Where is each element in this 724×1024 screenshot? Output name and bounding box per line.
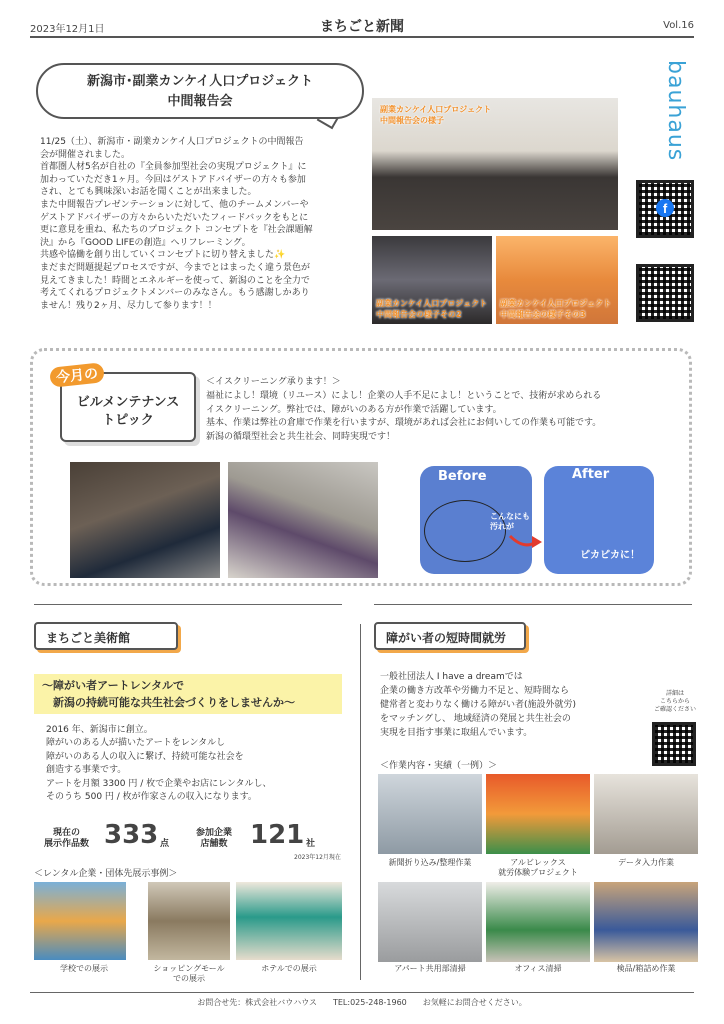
- stats-as-of: 2023年12月現在: [294, 854, 341, 861]
- dirty-note: こんなにも 汚れが: [490, 512, 530, 531]
- section-divider-right: [374, 604, 692, 605]
- lead-heading-line2: 中間報告会: [167, 94, 233, 109]
- museum-tagline: ～障がい者アートレンタルで 新潟の持続可能な共生社会づくりをしませんか～: [34, 674, 342, 714]
- mall-exhibit-caption: ショッピングモール での展示: [153, 964, 225, 983]
- topic-badge: 今月の: [49, 362, 105, 388]
- photo-caption-3: 副業カンケイ人口プロジェクト 中間報告会の様子その3: [500, 299, 612, 319]
- partners-count-value: 121: [250, 820, 305, 850]
- rental-examples-heading: ＜レンタル企業・団体先展示事例＞: [34, 869, 178, 879]
- meeting-photo-3: [496, 236, 618, 324]
- work-caption-6: 検品/箱詰め作業: [616, 964, 676, 973]
- lead-article-body: 11/25（土）、新潟市・副業カンケイ人口プロジェクトの中間報告 会が開催されました。 首都圏人材5名が自社の『全員参加型社会の実現プロジェクト』に 加わっていただき1ヶ月。今回はゲストアドバイザーの方々も参加 され、とても興味深いお話を聞くことが出来ました。 また中間報告プレゼンテーションに対して、他のチームメンバーや ゲストアドバイザーの方々からいただいたフィードバックをもとに 更に意見を重ね、私たちのプロジェクト コンセプトを『社会課題解 決』から『GOOD LIFEの創造』へリフレーミング。 共感や協働を創り出していくコンセプトに切り替えました✨ まだまだ問題提起プロセスですが、今までとはまったく違う景色が 見えてきました！時間とエネルギーを使って、新潟のことを全力で 考えてくれるプロジェクトメンバーのみなさん。もう感謝しかあり ません！残り2ヶ月、尽力して参ります！！: [40, 137, 313, 311]
- after-label: After: [572, 467, 610, 482]
- data-entry-photo: [594, 774, 698, 854]
- office-cleaning-photo: [486, 882, 590, 962]
- newspaper-title: まちごと新聞: [320, 19, 404, 35]
- meeting-group-photo: [372, 98, 618, 230]
- partners-count-unit: 社: [306, 839, 316, 849]
- jobs-detail-note: 詳細は こちらから ご確認ください: [653, 690, 696, 713]
- before-after-arrow-icon: [508, 530, 544, 552]
- facebook-icon[interactable]: f: [656, 199, 674, 217]
- museum-section-title: まちごと美術館: [34, 622, 178, 650]
- qr-code-website[interactable]: [636, 264, 694, 322]
- chair-cleaning-photo-1: [70, 462, 220, 578]
- work-caption-5: オフィス清掃: [514, 964, 562, 973]
- volume-number: Vol.16: [663, 20, 694, 31]
- brand-logo: bauhaus: [663, 60, 688, 162]
- chair-cleaning-photo-2: [228, 462, 378, 578]
- contact-footer: お問合せ先：株式会社バウハウス TEL:025-248-1960 お気軽にお問合せください。: [30, 992, 694, 1008]
- issue-date: 2023年12月1日: [30, 24, 105, 35]
- school-exhibit-caption: 学校での展示: [60, 964, 108, 973]
- newspaper-folding-photo: [378, 774, 482, 854]
- jobs-body: 一般社団法人 I have a dreamでは 企業の働き方改革や労働力不足と、短時間なら 健常者と変わりなく働ける障がい者(施設外就労) をマッチングし、 地域経済の発展と共生社会の 実現を目指す事業に取組んでいます。: [380, 672, 577, 738]
- hotel-exhibit-caption: ホテルでの展示: [261, 964, 317, 973]
- jobs-section-title: 障がい者の短時間就労: [374, 622, 526, 650]
- clean-note: ピカピカに！: [580, 550, 640, 561]
- work-caption-4: アパート共用部清掃: [394, 964, 466, 973]
- work-caption-3: データ入力作業: [618, 858, 674, 867]
- column-divider: [360, 624, 361, 980]
- photo-caption-main: 副業カンケイ人口プロジェクト 中間報告会の様子: [380, 105, 492, 125]
- works-count-label: 現在の 展示作品数: [44, 828, 90, 849]
- works-count-unit: 点: [160, 839, 170, 849]
- partners-count-label: 参加企業 店舗数: [196, 828, 233, 849]
- before-label: Before: [438, 469, 487, 484]
- qr-code-jobs[interactable]: [652, 722, 696, 766]
- section-divider-left: [34, 604, 342, 605]
- hotel-exhibit-photo: [236, 882, 342, 960]
- works-count-value: 333: [104, 820, 159, 850]
- mall-exhibit-photo: [148, 882, 230, 960]
- topic-title: ビルメンテナンス トピック: [76, 395, 180, 428]
- topic-body: ＜イスクリーニング承ります！＞ 福祉によし！環境（リユース）によし！企業の人手不足によし！ということで、技術が求められる イスクリーニング。弊社では、障がいのある方が作業で活躍しています。 基本、作業は弊社の倉庫で作業を行いますが、環境があれば会社にお伺いしての作業も可能です。 新潟の循環型社会と共生社会、同時実現です！: [206, 377, 602, 443]
- lead-article-heading: [36, 63, 364, 119]
- apartment-cleaning-photo: [378, 882, 482, 962]
- albirex-project-photo: [486, 774, 590, 854]
- school-exhibit-photo: [34, 882, 126, 960]
- meeting-photo-2: [372, 236, 492, 324]
- lead-heading-line1: 新潟市･副業カンケイ人口プロジェクト: [86, 74, 314, 89]
- photo-caption-2: 副業カンケイ人口プロジェクト 中間報告会の様子その2: [376, 299, 488, 319]
- museum-body: 2016 年、新潟市に創立。 障がいのある人が描いたアートをレンタルし 障がいのある人の収入に繋げ、持続可能な社会を 創造する事業です。 アートを月額 3300 円 / 枚で企業やお店にレンタルし、 そのうち 500 円 / 枚が作家さんの収入になります。: [46, 725, 272, 803]
- packing-work-photo: [594, 882, 698, 962]
- work-caption-2: アルビレックス 就労体験プロジェクト: [498, 858, 578, 877]
- works-heading: ＜作業内容・実績（一例）＞: [380, 761, 498, 771]
- masthead: [30, 10, 694, 38]
- work-caption-1: 新聞折り込み/整理作業: [388, 858, 472, 867]
